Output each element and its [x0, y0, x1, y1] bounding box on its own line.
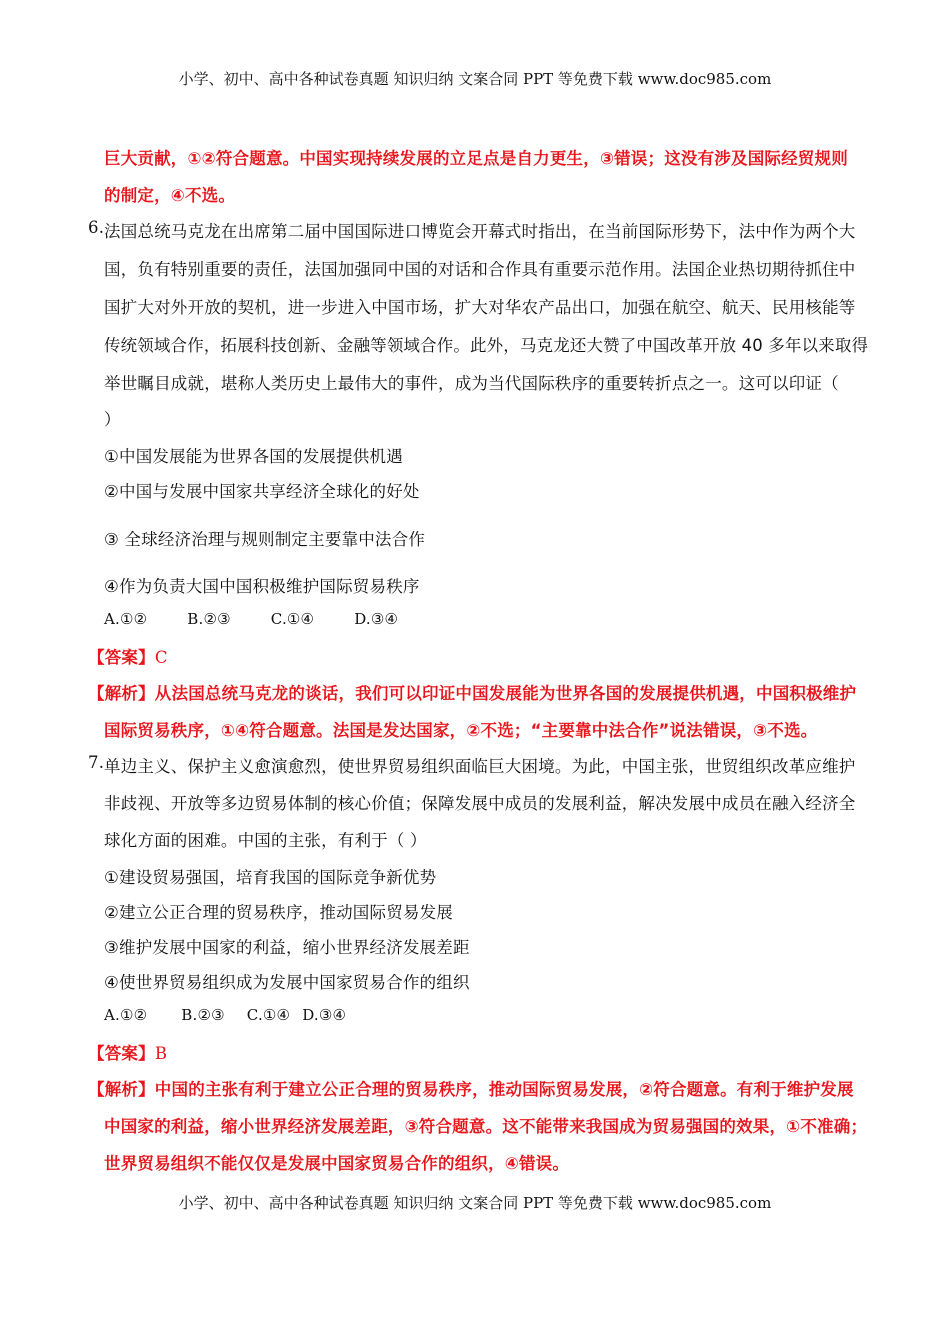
q7-stem-line-2: 非歧视、开放等多边贸易体制的核心价值；保障发展中成员的发展利益，解决发展中成员在融入经济全: [104, 794, 856, 813]
q6-stem-line-5: 举世瞩目成就，堪称人类历史上最伟大的事件，成为当代国际秩序的重要转折点之一。这可以印证（: [104, 374, 839, 393]
q6-analysis-line-1: 【解析】从法国总统马克龙的谈话，我们可以印证中国发展能为世界各国的发展提供机遇，中国积极维护: [88, 684, 857, 703]
q7-stem-line-3: 球化方面的困难。中国的主张，有利于（ ）: [104, 831, 427, 850]
q6-answer: [88, 644, 168, 668]
q6-item-3: ③ 全球经济治理与规则制定主要靠中法合作: [104, 530, 426, 549]
q6-analysis-line-2: 国际贸易秩序，①④符合题意。法国是发达国家，②不选；“主要靠中法合作”说法错误，③不选。: [104, 721, 818, 740]
q7-option-a: A.①②: [104, 1006, 148, 1024]
prev-analysis-line-2: 的制定，④不选。: [104, 186, 236, 205]
q7-analysis-line-1: 【解析】中国的主张有利于建立公正合理的贸易秩序，推动国际贸易发展，②符合题意。有利于维护发展: [88, 1080, 854, 1099]
q7-stem-line-1: 单边主义、保护主义愈演愈烈，使世界贸易组织面临巨大困境。为此，中国主张，世贸组织改革应维护: [104, 757, 856, 776]
q6-option-d: D.③④: [354, 610, 399, 628]
q6-stem-line-2: 国，负有特别重要的责任，法国加强同中国的对话和合作具有重要示范作用。法国企业热切期待抓住中: [104, 260, 856, 279]
q7-item-4: ④使世界贸易组织成为发展中国家贸易合作的组织: [104, 973, 470, 992]
q6-stem-line-1: 法国总统马克龙在出席第二届中国国际进口博览会开幕式时指出，在当前国际形势下，法中作为两个大: [104, 222, 856, 241]
q6-options: [104, 609, 438, 628]
q7-item-2: ②建立公正合理的贸易秩序，推动国际贸易发展: [104, 903, 453, 922]
q6-option-c: C.①④: [270, 610, 315, 628]
q6-stem-line-4: 传统领域合作，拓展科技创新、金融等领域合作。此外，马克龙还大赞了中国改革开放 40 多年以来取得: [104, 336, 869, 355]
q7-option-b: B.②③: [181, 1006, 225, 1024]
q7-number: 7.: [88, 753, 105, 772]
q7-answer-value: B: [154, 1044, 168, 1063]
q7-answer: [88, 1040, 167, 1064]
q6-stem-line-3: 国扩大对外开放的契机，进一步进入中国市场，扩大对华农产品出口，加强在航空、航天、民用核能等: [104, 298, 856, 317]
q7-options: [104, 1005, 368, 1024]
q6-answer-label: 【答案】: [88, 648, 155, 667]
q7-option-c: C.①④: [246, 1006, 291, 1024]
q6-option-b: B.②③: [187, 610, 231, 628]
prev-analysis-line-1: 巨大贡献，①②符合题意。中国实现持续发展的立足点是自力更生，③错误；这没有涉及国际经贸规则: [104, 149, 848, 168]
q7-analysis-line-2: 中国家的利益，缩小世界经济发展差距，③符合题意。这不能带来我国成为贸易强国的效果，①不准确；: [104, 1117, 868, 1136]
q6-item-1: ①中国发展能为世界各国的发展提供机遇: [104, 447, 403, 466]
page-header: 小学、初中、高中各种试卷真题 知识归纳 文案合同 PPT 等免费下载 www.doc985.com: [178, 70, 772, 88]
q7-item-1: ①建设贸易强国，培育我国的国际竞争新优势: [104, 868, 437, 887]
q7-analysis-line-3: 世界贸易组织不能仅仅是发展中国家贸易合作的组织，④错误。: [104, 1154, 570, 1173]
q6-option-a: A.①②: [104, 610, 148, 628]
q6-item-4: ④作为负责大国中国积极维护国际贸易秩序: [104, 577, 420, 596]
q7-item-3: ③维护发展中国家的利益，缩小世界经济发展差距: [104, 938, 470, 957]
page-footer: 小学、初中、高中各种试卷真题 知识归纳 文案合同 PPT 等免费下载 www.doc985.com: [178, 1194, 772, 1212]
q7-answer-label: 【答案】: [88, 1044, 155, 1063]
q6-stem-line-6: ）: [104, 410, 121, 429]
q6-item-2: ②中国与发展中国家共享经济全球化的好处: [104, 482, 420, 501]
q6-answer-value: C: [154, 648, 168, 667]
q7-option-d: D.③④: [302, 1006, 347, 1024]
q6-number: 6.: [88, 218, 105, 237]
